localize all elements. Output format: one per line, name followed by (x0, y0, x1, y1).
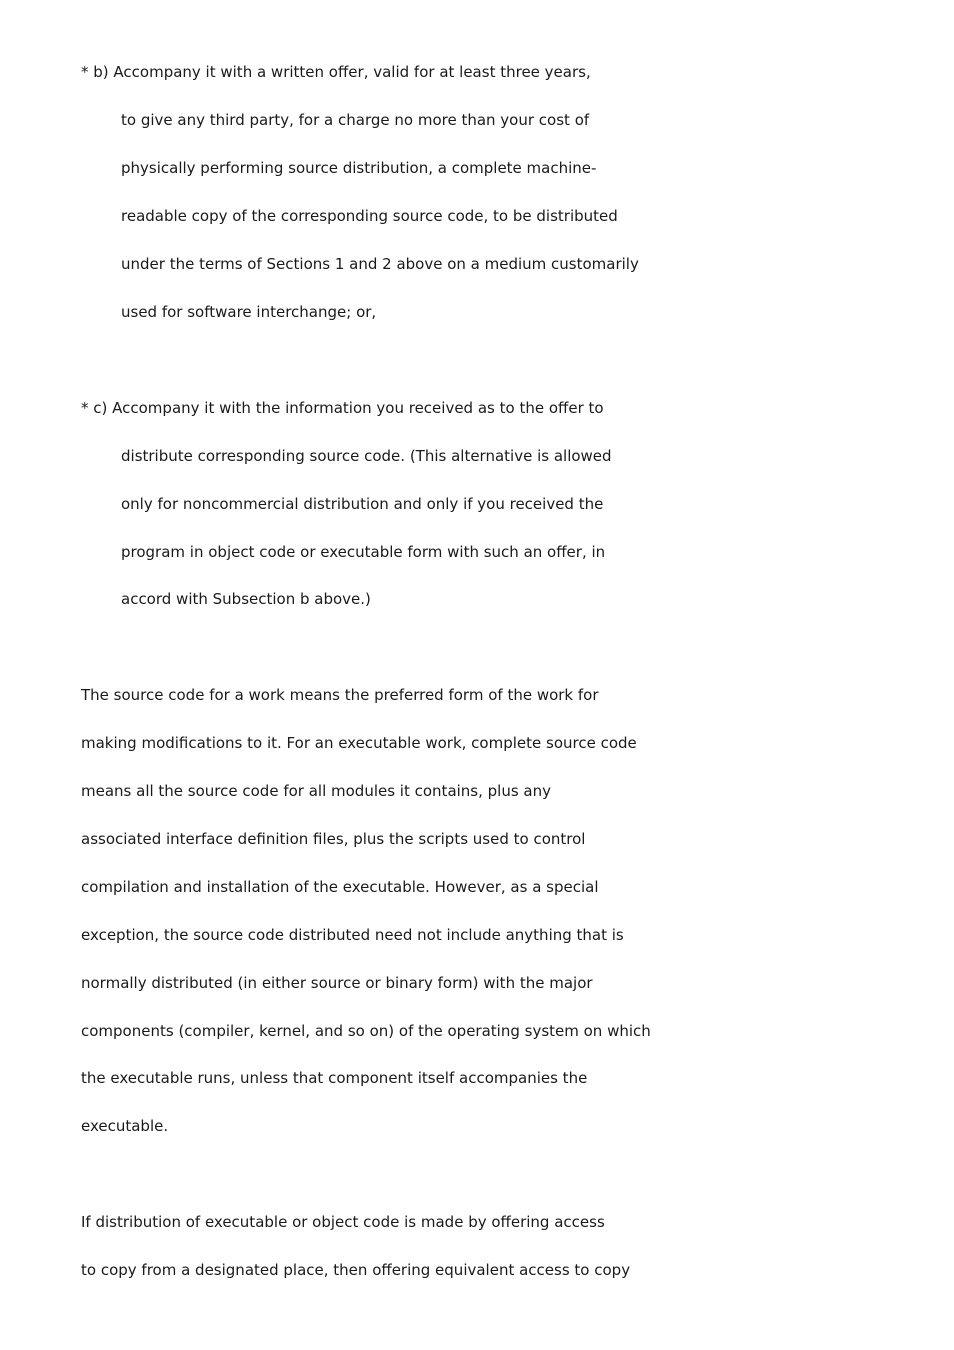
item-c-line-5: accord with Subsection b above.) (121, 590, 371, 608)
paragraph-line-10: executable. (81, 1117, 169, 1135)
paragraph-line-6: exception, the source code distributed need not include anything that is (81, 926, 624, 944)
item-b-line-4: readable copy of the corresponding source code, to be distributed (121, 207, 618, 225)
item-b-line-5: under the terms of Sections 1 and 2 above on a medium customarily (121, 255, 639, 273)
distribution-line-1: If distribution of executable or object code is made by offering access (81, 1213, 605, 1231)
distribution-line-2: to copy from a designated place, then offering equivalent access to copy (81, 1261, 631, 1279)
item-b-line-2: to give any third party, for a charge no more than your cost of (121, 111, 590, 129)
paragraph-line-4: associated interface definition files, plus the scripts used to control (81, 830, 586, 848)
item-c-line-4: program in object code or executable form with such an offer, in (121, 543, 606, 561)
paragraph-line-5: compilation and installation of the executable. However, as a special (81, 878, 599, 896)
item-c-line-2: distribute corresponding source code. (This alternative is allowed (121, 447, 612, 465)
item-c-line-3: only for noncommercial distribution and only if you received the (121, 495, 604, 513)
paragraph-line-1: The source code for a work means the preferred form of the work for (81, 686, 599, 704)
item-b-line-6: used for software interchange; or, (121, 303, 377, 321)
paragraph-line-8: components (compiler, kernel, and so on) of the operating system on which (81, 1022, 651, 1040)
paragraph-line-7: normally distributed (in either source or binary form) with the major (81, 974, 593, 992)
paragraph-line-9: the executable runs, unless that component itself accompanies the (81, 1069, 588, 1087)
item-c-line-1: * c) Accompany it with the information you received as to the offer to (81, 399, 604, 417)
paragraph-line-3: means all the source code for all modules it contains, plus any (81, 782, 552, 800)
item-b-line-1: * b) Accompany it with a written offer, valid for at least three years, (81, 63, 591, 81)
paragraph-line-2: making modifications to it. For an executable work, complete source code (81, 734, 637, 752)
item-b-line-3: physically performing source distribution, a complete machine- (121, 159, 597, 177)
